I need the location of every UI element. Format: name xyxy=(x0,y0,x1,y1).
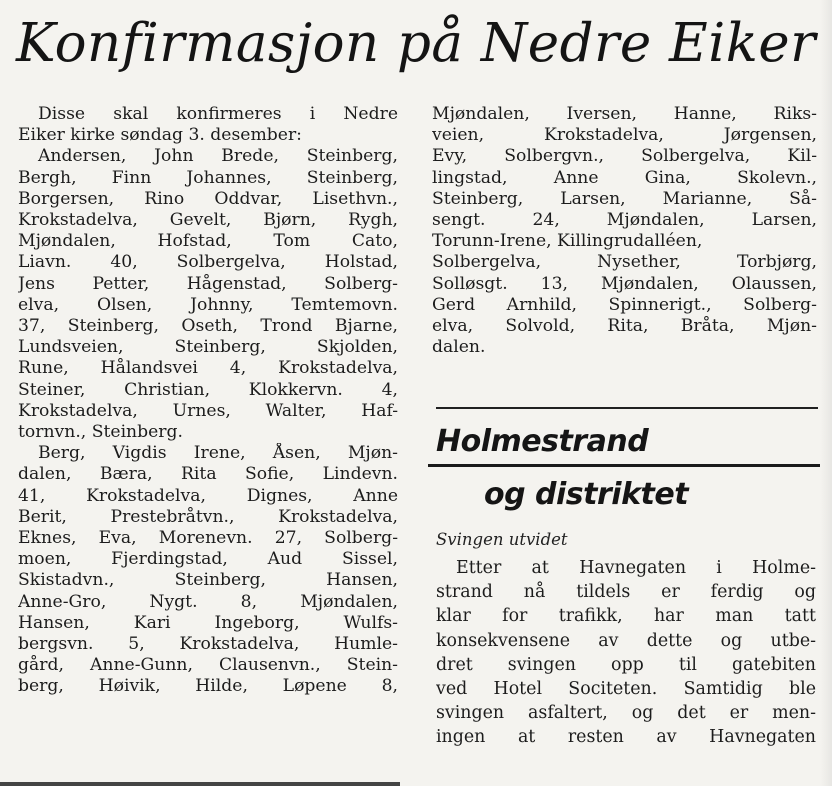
text-line: dret svingen opp til gatebiten xyxy=(436,654,816,675)
text-line: elva, Olsen, Johnny, Temtemovn. xyxy=(18,294,398,315)
text-line: Etter at Havnegaten i Holme- xyxy=(456,558,816,578)
article-headline: Konfirmasjon på Nedre Eiker xyxy=(15,13,817,74)
section-heading-rule xyxy=(428,464,820,467)
text-line: gård, Anne-Gunn, Clausenvn., Stein- xyxy=(18,655,398,676)
text-line: elva, Solvold, Rita, Bråta, Mjøn- xyxy=(432,316,817,337)
text-line: Berg, Vigdis Irene, Åsen, Mjøn- xyxy=(38,443,398,464)
text-line: Steinberg, Larsen, Marianne, Så- xyxy=(432,188,817,209)
text-line: Andersen, John Brede, Steinberg, xyxy=(38,146,398,167)
section-heading-line-1: Holmestrand xyxy=(436,424,649,459)
text-line: berg, Høivik, Hilde, Løpene 8, xyxy=(18,676,398,697)
text-line: Mjøndalen, Iversen, Hanne, Riks- xyxy=(432,104,817,124)
text-line: Eknes, Eva, Morenevn. 27, Solberg- xyxy=(18,528,398,549)
text-line: Eiker kirke søndag 3. desember: xyxy=(18,125,302,146)
text-line: Solløsgt. 13, Mjøndalen, Olaussen, xyxy=(432,273,817,294)
text-line: Krokstadelva, Gevelt, Bjørn, Rygh, xyxy=(18,210,398,231)
text-line: Liavn. 40, Solbergelva, Holstad, xyxy=(18,252,398,273)
text-line: Hansen, Kari Ingeborg, Wulfs- xyxy=(18,612,398,633)
text-line: lingstad, Anne Gina, Skolevn., xyxy=(432,167,817,188)
text-line: Steiner, Christian, Klokkervn. 4, xyxy=(18,379,398,400)
text-line: ingen at resten av Havnegaten xyxy=(436,727,816,748)
article-subheading: Svingen utvidet xyxy=(436,530,568,549)
text-line: 41, Krokstadelva, Dignes, Anne xyxy=(18,485,398,506)
confirmation-list-left-column xyxy=(18,104,398,698)
confirmation-list-right-column xyxy=(432,104,817,358)
text-line: Evy, Solbergvn., Solbergelva, Kil- xyxy=(432,146,817,167)
page-edge-shade xyxy=(820,0,832,786)
text-line: Disse skal konfirmeres i Nedre xyxy=(38,104,398,124)
text-line: moen, Fjerdingstad, Aud Sissel, xyxy=(18,549,398,570)
text-line: dalen. xyxy=(432,337,486,358)
text-line: strand nå tildels er ferdig og xyxy=(436,582,816,603)
text-line: Borgersen, Rino Oddvar, Lisethvn., xyxy=(18,188,398,209)
text-line: veien, Krokstadelva, Jørgensen, xyxy=(432,125,817,146)
holmestrand-article-body xyxy=(436,556,816,750)
text-line: 37, Steinberg, Oseth, Trond Bjarne, xyxy=(18,316,398,337)
text-line: Torunn-Irene, Killingrudalléen, xyxy=(432,231,703,252)
text-line: konsekvensene av dette og utbe- xyxy=(436,630,816,651)
page-bottom-rule xyxy=(0,782,400,786)
text-line: dalen, Bæra, Rita Sofie, Lindevn. xyxy=(18,464,398,485)
text-line: klar for trafikk, har man tatt xyxy=(436,606,816,627)
text-line: Solbergelva, Nysether, Torbjørg, xyxy=(432,252,817,273)
text-line: Mjøndalen, Hofstad, Tom Cato, xyxy=(18,231,398,252)
text-line: svingen asfaltert, og det er men- xyxy=(436,703,816,724)
text-line: Rune, Hålandsvei 4, Krokstadelva, xyxy=(18,358,398,379)
text-line: bergsvn. 5, Krokstadelva, Humle- xyxy=(18,634,398,655)
text-line: ved Hotel Sociteten. Samtidig ble xyxy=(436,679,816,700)
text-line: Skistadvn., Steinberg, Hansen, xyxy=(18,570,398,591)
text-line: Jens Petter, Hågenstad, Solberg- xyxy=(18,273,398,294)
section-divider-rule xyxy=(436,407,818,409)
text-line: sengt. 24, Mjøndalen, Larsen, xyxy=(432,210,817,231)
text-line: tornvn., Steinberg. xyxy=(18,422,183,443)
text-line: Lundsveien, Steinberg, Skjolden, xyxy=(18,337,398,358)
text-line: Krokstadelva, Urnes, Walter, Haf- xyxy=(18,400,398,421)
text-line: Anne-Gro, Nygt. 8, Mjøndalen, xyxy=(18,591,398,612)
section-heading-line-2: og distriktet xyxy=(484,477,689,512)
text-line: Gerd Arnhild, Spinnerigt., Solberg- xyxy=(432,294,817,315)
text-line: Berit, Prestebråtvn., Krokstadelva, xyxy=(18,506,398,527)
text-line: Bergh, Finn Johannes, Steinberg, xyxy=(18,167,398,188)
